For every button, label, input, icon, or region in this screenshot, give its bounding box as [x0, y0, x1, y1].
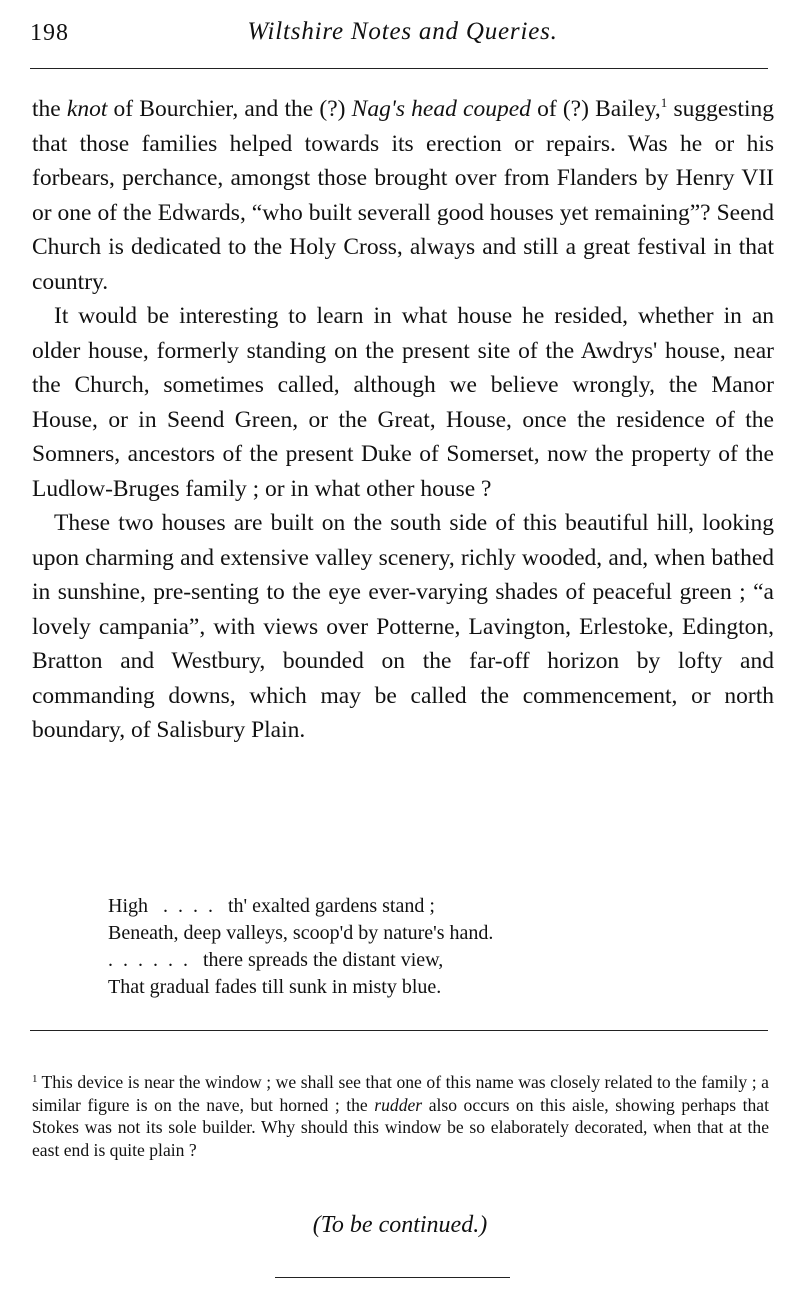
text-span: of (?) Bailey,	[530, 96, 661, 122]
text-span: also occurs on this aisle, showing perhaps that Stokes was not its sole builder. Why should this window be so elaborately decorated, when that at the east end is quite plain ?	[32, 1094, 769, 1160]
verse-quotation	[108, 893, 668, 1001]
page-header	[30, 16, 775, 56]
header-rule	[30, 68, 768, 69]
body-text	[32, 86, 774, 748]
italic-text: Nag's head couped	[351, 96, 531, 122]
paragraph	[32, 506, 774, 748]
verse-line: Beneath, deep valleys, scoop'd by nature's hand.	[108, 922, 494, 944]
italic-text: rudder	[374, 1094, 423, 1115]
text-span: of Bourchier, and the (?)	[107, 96, 352, 122]
footnote-marker: 1	[32, 1073, 38, 1085]
paragraph	[32, 86, 774, 299]
footnote	[32, 1068, 769, 1161]
running-title: Wiltshire Notes and Queries.	[247, 18, 558, 45]
text-span: the	[32, 96, 67, 122]
paragraph	[32, 299, 774, 506]
continuation-note: (To be continued.)	[312, 1212, 488, 1238]
verse-line: . . . . . . there spreads the distant view,	[108, 949, 444, 971]
text-span: suggesting that those families helped towards its erection or repairs. Was he or his forbears, perchance, amongst those brought over from Flanders by Henry VII or one of the Edwards, “who built severall good houses yet remaining”? Seend Church is dedicated to the Holy Cross, always and still a great festival in that country.	[32, 96, 774, 295]
italic-text: knot	[66, 96, 108, 122]
page-number: 198	[30, 20, 69, 46]
footnote-reference: 1	[660, 95, 668, 110]
verse-line: That gradual fades till sunk in misty blue.	[108, 976, 442, 998]
footnote-rule	[30, 1030, 768, 1031]
text-span: This device is near the window ; we shall see that one of this name was closely related to the family ; a similar figure is on the nave, but horned ; the	[32, 1072, 769, 1115]
text-span: It would be interesting to learn in what house he resided, whether in an older house, formerly standing on the present site of the Awdrys' house, near the Church, sometimes called, although we believe wrongly, the Manor House, or in Seend Green, or the Great, House, once the residence of the Somners, ancestors of the present Duke of Somerset, now the property of the Ludlow-Bruges family ; or in what other house ?	[32, 303, 774, 502]
end-rule	[275, 1277, 510, 1278]
text-span: These two houses are built on the south side of this beautiful hill, looking upon charming and extensive valley scenery, richly wooded, and, when bathed in sunshine, pre-senting to the eye ever-varying shades of peaceful green ; “a lovely campania”, with views over Potterne, Lavington, Erlestoke, Edington, Bratton and Westbury, bounded on the far-off horizon by lofty and commanding downs, which may be called the commencement, or north boundary, of Salisbury Plain.	[32, 510, 774, 743]
verse-line: High . . . . th' exalted gardens stand ;	[108, 895, 435, 917]
